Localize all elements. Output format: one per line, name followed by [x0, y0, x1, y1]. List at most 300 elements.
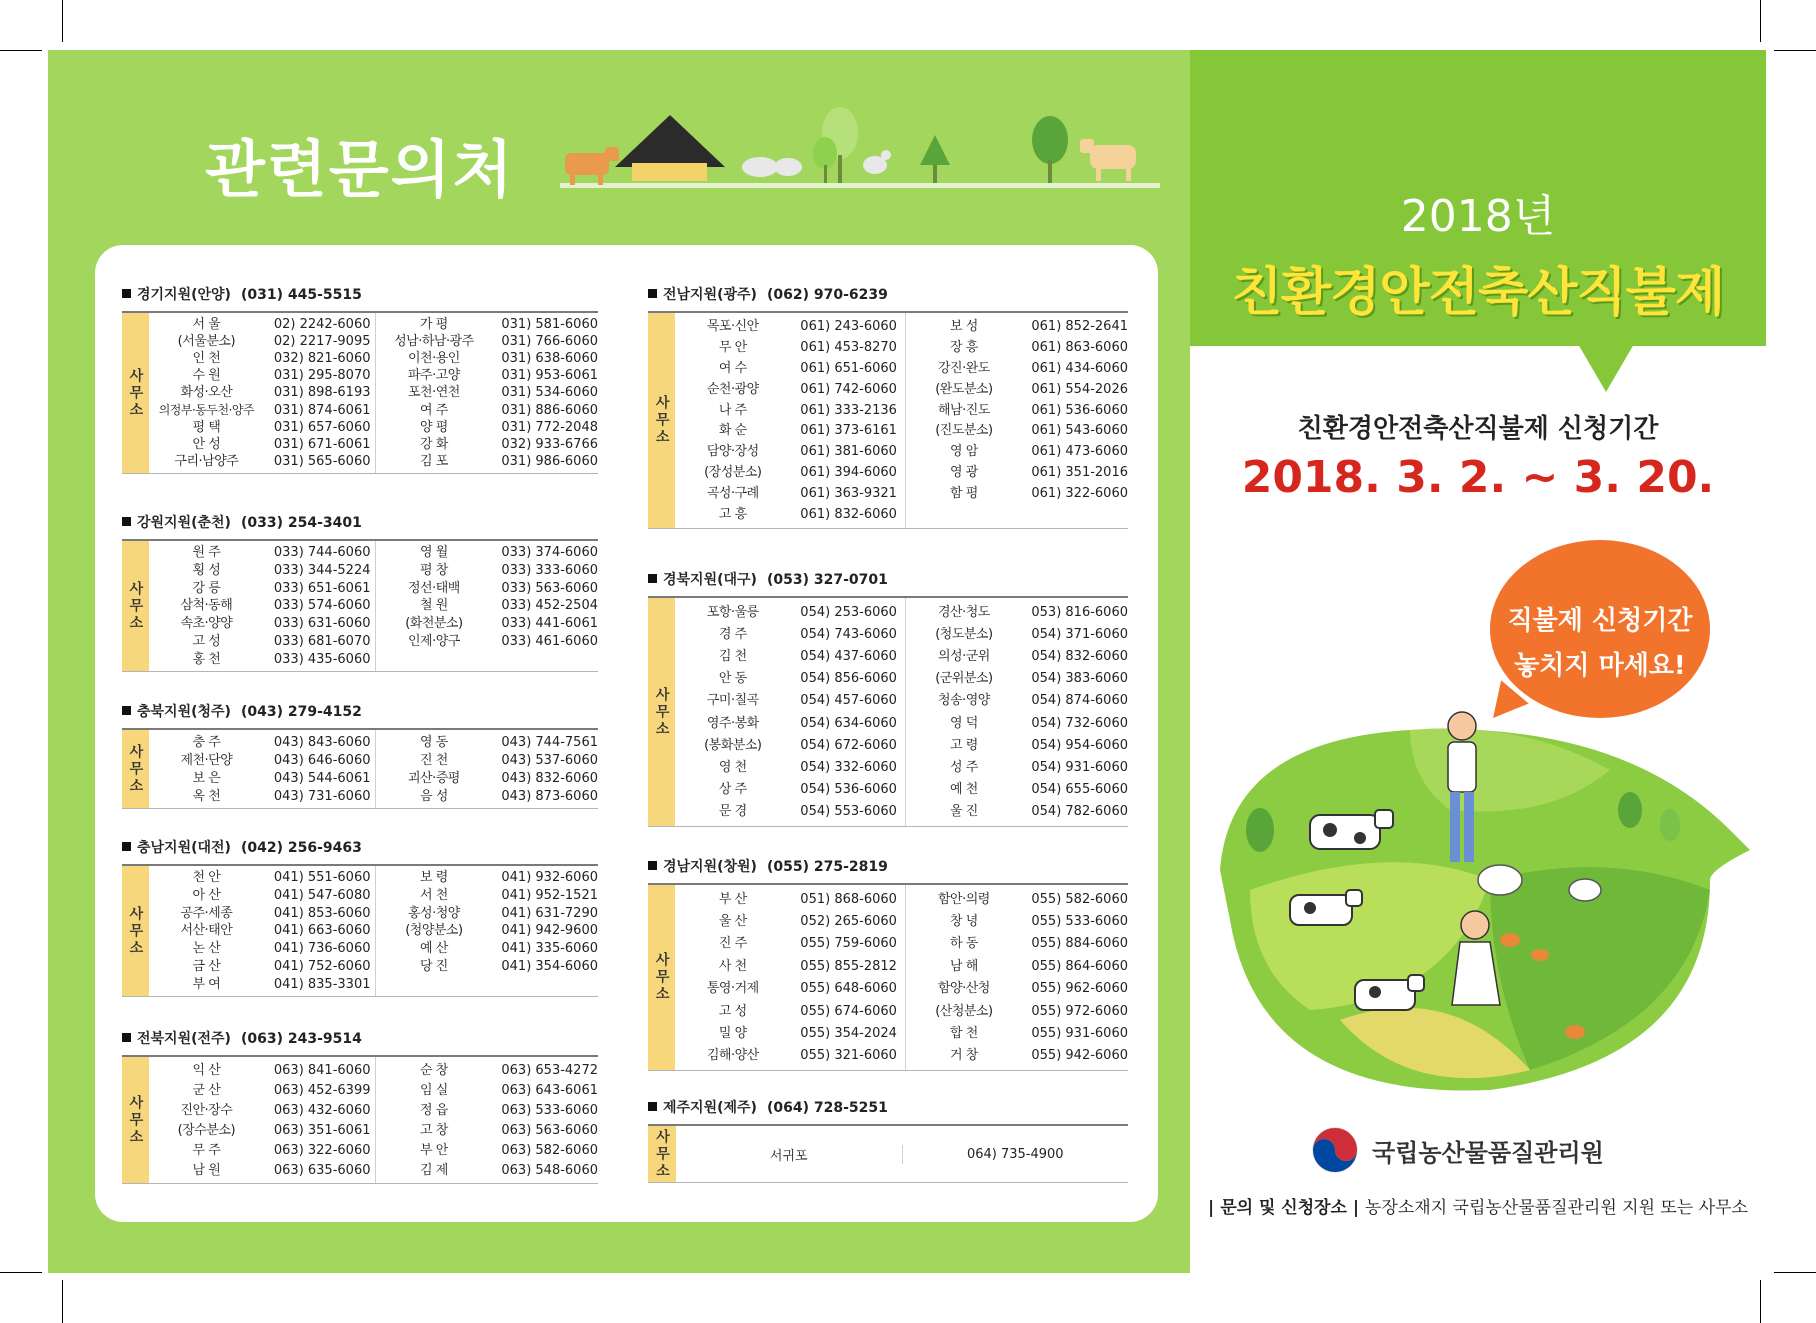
office-row [149, 1082, 376, 1099]
region-gyeonggi [122, 285, 598, 474]
office-row [906, 381, 1128, 398]
office-name: 가 평 [420, 317, 448, 333]
crop-mark [1774, 50, 1816, 51]
office-name: 홍성·청양 [407, 905, 460, 921]
office-row [906, 781, 1128, 798]
office-name: 무 주 [192, 1142, 221, 1158]
office-row [376, 734, 598, 751]
office-phone: 061) 863-6060 [1031, 339, 1128, 355]
office-row [376, 788, 598, 805]
office-phone: 033) 631-6060 [273, 616, 371, 632]
region-jeonbuk [122, 1029, 598, 1184]
region-name: 충북지원(청주) [137, 704, 231, 720]
office-side-label: 사무소 [648, 598, 675, 826]
office-phone: 055) 972-6060 [1031, 1003, 1128, 1019]
office-side-label: 사무소 [648, 1126, 676, 1182]
office-row [149, 651, 376, 668]
office-name: 이천·용인 [407, 351, 460, 367]
office-name: (군위분소) [935, 671, 993, 687]
office-phone: 064) 735-4900 [966, 1146, 1064, 1162]
office-row [149, 922, 376, 939]
office-phone: 031) 295-8070 [273, 368, 371, 384]
office-phone: 055) 354-2024 [800, 1025, 897, 1041]
office-phone: 054) 634-6060 [800, 715, 897, 731]
office-row [906, 715, 1128, 732]
office-name: 진안·장수 [180, 1102, 233, 1118]
office-name: 나 주 [718, 402, 747, 418]
office-name: (서울분소) [177, 334, 236, 350]
office-row [675, 339, 905, 356]
office-row [906, 443, 1128, 460]
office-phone: 043) 646-6060 [273, 752, 371, 768]
office-row [149, 402, 376, 419]
office-row [376, 1062, 598, 1079]
office-name: 서귀포 [676, 1145, 903, 1164]
office-row [675, 402, 905, 419]
office-phone: 055) 759-6060 [800, 936, 897, 952]
office-row [675, 803, 905, 820]
office-name: 영 천 [718, 759, 747, 775]
office-phone: 063) 563-6060 [501, 1122, 598, 1138]
office-phone: 061) 852-2641 [1031, 318, 1128, 334]
office-row [376, 402, 598, 419]
office-column [376, 866, 598, 996]
office-row [675, 648, 905, 665]
office-name: 울 진 [950, 804, 978, 820]
office-row [376, 633, 598, 650]
office-column [149, 866, 377, 996]
office-phone: 033) 374-6060 [501, 545, 598, 561]
office-name: 포항·울릉 [706, 604, 759, 620]
office-row [149, 905, 376, 922]
office-row [675, 715, 905, 732]
office-phone: 051) 868-6060 [800, 891, 897, 907]
office-row [376, 350, 598, 367]
office-name: 제천·단양 [180, 752, 233, 768]
region-phone: (062) 970-6239 [766, 287, 888, 303]
office-phone: 054) 553-6060 [800, 804, 897, 820]
office-phone: 054) 782-6060 [1031, 804, 1128, 820]
office-name: 인 천 [192, 351, 221, 367]
office-name: 서 천 [420, 888, 448, 904]
office-name: 통영·거제 [706, 981, 759, 997]
office-name: 음 성 [420, 788, 448, 804]
contact-info: | 문의 및 신청장소 | 농장소재지 국립농산물품질관리원 지원 또는 사무소 [1208, 1198, 1748, 1218]
office-row [149, 887, 376, 904]
office-name: 삼척·동해 [180, 598, 233, 614]
office-name: (장수분소) [177, 1122, 236, 1138]
office-row [376, 1102, 598, 1119]
office-phone: 041) 853-6060 [273, 905, 371, 921]
region-name: 전남지원(광주) [663, 287, 757, 303]
office-name: 합 천 [950, 1025, 978, 1041]
office-phone: 043) 744-7561 [501, 734, 598, 750]
reminder-line-1: 직불제 신청기간 [1507, 606, 1693, 636]
office-name: 양 평 [420, 419, 448, 435]
office-phone: 031) 534-6060 [501, 385, 598, 401]
office-side-label: 사무소 [122, 541, 149, 671]
office-phone: 055) 942-6060 [1031, 1048, 1128, 1064]
office-name: 옥 천 [192, 788, 221, 804]
office-name: 장 흥 [950, 339, 978, 355]
office-row [376, 958, 598, 975]
office-row [906, 402, 1128, 419]
office-column [906, 598, 1128, 826]
office-name: 괴산·증평 [407, 770, 460, 786]
office-row [675, 1025, 905, 1042]
office-phone: 054) 371-6060 [1031, 626, 1128, 642]
office-phone: 041) 551-6060 [273, 870, 371, 886]
office-phone: 055) 962-6060 [1031, 981, 1128, 997]
office-row [675, 935, 905, 952]
office-phone: 055) 864-6060 [1031, 958, 1128, 974]
region-header [122, 285, 598, 305]
office-name: 경산·청도 [937, 604, 990, 620]
office-row [675, 1047, 905, 1064]
office-phone: 031) 986-6060 [501, 453, 598, 469]
office-row [906, 692, 1128, 709]
office-name: 구리·남양주 [174, 453, 239, 469]
program-title: 친환경안전축산직불제 [1231, 263, 1725, 323]
office-phone: 043) 544-6061 [273, 770, 371, 786]
office-name: 익 산 [192, 1062, 221, 1078]
office-row [906, 648, 1128, 665]
office-name: 거 창 [950, 1048, 978, 1064]
office-phone: 041) 752-6060 [273, 958, 371, 974]
office-phone: 02) 2217-9095 [273, 334, 371, 350]
region-header [122, 1029, 598, 1049]
office-name: 고 흥 [718, 506, 747, 522]
office-phone: 043) 731-6060 [273, 788, 371, 804]
office-row [149, 752, 376, 769]
office-name: 수 원 [192, 368, 221, 384]
office-table [122, 1055, 598, 1184]
office-phone: 063) 432-6060 [273, 1102, 371, 1118]
office-row [675, 759, 905, 776]
office-column [149, 313, 377, 473]
region-name: 강원지원(춘천) [137, 515, 231, 531]
farm-illustration [560, 105, 1160, 200]
office-row [676, 1126, 1128, 1182]
period-dates: 2018. 3. 2. ~ 3. 20. [1241, 452, 1715, 503]
office-name: 성남·하남·광주 [394, 334, 474, 350]
contact-label: 문의 및 신청장소 [1220, 1198, 1347, 1218]
office-name: 금 산 [192, 958, 221, 974]
office-name: 파주·고양 [407, 368, 460, 384]
office-name: 보 령 [420, 870, 448, 886]
office-row [376, 1082, 598, 1099]
office-phone: 054) 954-6060 [1031, 737, 1128, 753]
office-column [675, 313, 906, 528]
office-side-label: 사무소 [122, 730, 149, 808]
office-name: 포천·연천 [407, 385, 460, 401]
office-side-label: 사무소 [122, 313, 149, 473]
taegeuk-logo-icon [1310, 1125, 1360, 1175]
office-row [376, 1122, 598, 1139]
office-phone: 033) 441-6061 [501, 616, 598, 632]
office-column [149, 1057, 377, 1183]
office-row [149, 562, 376, 579]
crop-mark [62, 0, 63, 42]
office-row [376, 1162, 598, 1179]
banner-pointer [1578, 344, 1634, 392]
office-row [675, 485, 905, 502]
office-name: 안 동 [718, 671, 747, 687]
office-name: 김 제 [420, 1162, 448, 1178]
office-row [149, 544, 376, 561]
region-header [648, 1098, 1128, 1118]
office-phone: 054) 832-6060 [1031, 648, 1128, 664]
office-column [376, 541, 598, 671]
pig-icon [742, 157, 802, 177]
region-phone: (064) 728-5251 [766, 1100, 888, 1116]
office-name: 강 화 [420, 436, 448, 452]
office-row [906, 891, 1128, 908]
office-phone: 031) 638-6060 [501, 351, 598, 367]
office-column [376, 730, 598, 808]
office-row [376, 453, 598, 470]
office-table [122, 539, 598, 672]
crop-mark [1760, 0, 1761, 42]
office-row [376, 597, 598, 614]
office-side-label: 사무소 [122, 866, 149, 996]
office-name: 함 평 [950, 486, 978, 502]
organization-name: 국립농산물품질관리원 [1372, 1138, 1604, 1167]
office-table [648, 311, 1128, 529]
office-name: (장성분소) [704, 465, 762, 481]
region-gangwon [122, 513, 598, 672]
office-row [149, 1142, 376, 1159]
office-phone: 054) 672-6060 [800, 737, 897, 753]
office-phone: 052) 265-6060 [800, 914, 897, 930]
office-row [149, 1062, 376, 1079]
cow-icon [565, 147, 619, 185]
crop-mark [0, 1272, 42, 1273]
office-row [149, 788, 376, 805]
office-name: 천 안 [192, 870, 221, 886]
office-name: 평 창 [420, 563, 448, 579]
office-name: 서 울 [192, 317, 221, 333]
office-name: 철 원 [420, 598, 448, 614]
office-column [675, 598, 906, 826]
office-name: 김해·양산 [706, 1048, 759, 1064]
office-name: 고 창 [420, 1122, 448, 1138]
office-row [376, 869, 598, 886]
office-phone: 055) 884-6060 [1031, 936, 1128, 952]
office-name: (산청분소) [935, 1003, 993, 1019]
office-row [149, 958, 376, 975]
office-name: 서산·태안 [180, 923, 233, 939]
office-name: 남 원 [192, 1162, 221, 1178]
office-name: 상 주 [718, 782, 747, 798]
office-row [906, 1025, 1128, 1042]
office-name: 여 수 [718, 360, 747, 376]
region-phone: (043) 279-4152 [240, 704, 362, 720]
office-phone: 033) 435-6060 [273, 651, 371, 667]
office-row [149, 580, 376, 597]
office-name: 목포·신안 [706, 318, 759, 334]
office-side-label: 사무소 [648, 885, 675, 1070]
region-phone: (042) 256-9463 [240, 840, 362, 856]
region-phone: (063) 243-9514 [240, 1031, 362, 1047]
crop-mark [1760, 1280, 1761, 1323]
office-name: 부 산 [718, 891, 747, 907]
office-phone: 054) 457-6060 [800, 693, 897, 709]
office-phone: 061) 536-6060 [1031, 402, 1128, 418]
crop-mark [62, 1280, 63, 1323]
office-row [376, 580, 598, 597]
office-row [675, 670, 905, 687]
office-name: 구미·칠곡 [706, 693, 759, 709]
office-table [122, 728, 598, 809]
office-phone: 063) 841-6060 [273, 1062, 371, 1078]
office-name: 성 주 [950, 759, 978, 775]
office-phone: 031) 772-2048 [501, 419, 598, 435]
office-name: 당 진 [420, 958, 448, 974]
office-row [906, 604, 1128, 621]
region-header [648, 857, 1128, 877]
region-header [122, 838, 598, 858]
region-gyeongbuk [648, 570, 1128, 827]
office-phone: 031) 898-6193 [273, 385, 371, 401]
office-row [376, 922, 598, 939]
office-row [675, 360, 905, 377]
office-phone: 032) 933-6766 [501, 436, 598, 452]
office-phone: 055) 931-6060 [1031, 1025, 1128, 1041]
region-chungbuk [122, 702, 598, 809]
office-phone: 053) 816-6060 [1031, 604, 1128, 620]
office-phone: 031) 671-6061 [273, 436, 371, 452]
office-phone: 032) 821-6060 [273, 351, 371, 367]
office-phone: 041) 335-6060 [501, 941, 598, 957]
region-name: 경기지원(안양) [137, 287, 231, 303]
office-row [906, 1003, 1128, 1020]
region-phone: (053) 327-0701 [766, 572, 888, 588]
office-row [675, 913, 905, 930]
office-name: 속초·양양 [180, 616, 233, 632]
office-phone: 061) 351-2016 [1031, 465, 1128, 481]
office-phone: 063) 653-4272 [501, 1062, 598, 1078]
office-phone: 054) 743-6060 [800, 626, 897, 642]
office-phone: 063) 582-6060 [501, 1142, 598, 1158]
office-row [675, 1003, 905, 1020]
office-row [675, 781, 905, 798]
office-phone: 055) 855-2812 [800, 958, 897, 974]
office-phone: 061) 434-6060 [1031, 360, 1128, 376]
office-phone: 061) 394-6060 [800, 465, 897, 481]
office-name: 아 산 [192, 888, 221, 904]
office-name: 부 안 [420, 1142, 448, 1158]
office-phone: 061) 333-2136 [800, 402, 897, 418]
office-row [149, 453, 376, 470]
office-phone: 061) 651-6060 [800, 360, 897, 376]
office-phone: 043) 537-6060 [501, 752, 598, 768]
office-row [906, 422, 1128, 439]
office-row [906, 1047, 1128, 1064]
office-row [376, 905, 598, 922]
office-row [149, 770, 376, 787]
office-row [376, 367, 598, 384]
period-label: 친환경안전축산직불제 신청기간 [1297, 414, 1659, 444]
office-phone: 054) 536-6060 [800, 782, 897, 798]
region-chungnam [122, 838, 598, 997]
office-name: 영 동 [420, 734, 448, 750]
office-name: 고 성 [192, 633, 221, 649]
office-name: 안 성 [192, 436, 221, 452]
office-name: 논 산 [192, 941, 221, 957]
office-phone: 061) 473-6060 [1031, 444, 1128, 460]
office-phone: 055) 674-6060 [800, 1003, 897, 1019]
office-name: 강진·완도 [937, 360, 990, 376]
office-phone: 033) 681-6070 [273, 633, 371, 649]
office-row [675, 464, 905, 481]
office-phone: 031) 657-6060 [273, 419, 371, 435]
office-row [376, 940, 598, 957]
office-row [675, 381, 905, 398]
office-name: 창 녕 [950, 914, 978, 930]
office-name: 원 주 [192, 545, 221, 561]
office-name: 영 덕 [950, 715, 978, 731]
office-phone: 033) 452-2504 [501, 598, 598, 614]
office-row [149, 1122, 376, 1139]
cow-icon [1290, 890, 1362, 925]
office-name: 영 암 [950, 444, 978, 460]
office-name: 영 광 [950, 465, 978, 481]
office-phone: 033) 333-6060 [501, 563, 598, 579]
office-name: 순천·광양 [706, 381, 759, 397]
office-name: 홍 천 [192, 651, 221, 667]
crop-mark [1774, 1272, 1816, 1273]
region-header [122, 702, 598, 722]
office-row [906, 670, 1128, 687]
office-phone: 033) 344-5224 [273, 563, 371, 579]
office-name: 충 주 [192, 734, 221, 750]
office-phone: 054) 332-6060 [800, 759, 897, 775]
region-name: 경남지원(창원) [663, 859, 757, 875]
office-phone: 061) 322-6060 [1031, 486, 1128, 502]
office-name: 함양·산청 [937, 981, 990, 997]
office-phone: 041) 932-6060 [501, 870, 598, 886]
crop-mark [0, 50, 42, 51]
office-row [149, 333, 376, 350]
office-phone: 063) 548-6060 [501, 1162, 598, 1178]
office-name: 울 산 [718, 914, 747, 930]
office-row [675, 737, 905, 754]
office-name: 무 안 [718, 339, 747, 355]
office-name: 정선·태백 [407, 580, 460, 596]
office-phone: 061) 543-6060 [1031, 423, 1128, 439]
region-jeju [648, 1098, 1128, 1183]
office-phone: 033) 574-6060 [273, 598, 371, 614]
office-row [376, 1142, 598, 1159]
office-row [906, 935, 1128, 952]
office-row [906, 464, 1128, 481]
office-row [376, 384, 598, 401]
office-row [906, 980, 1128, 997]
office-name: (청양분소) [405, 923, 463, 939]
office-column [906, 885, 1128, 1070]
office-column [906, 313, 1128, 528]
office-column [675, 885, 906, 1070]
office-row [149, 350, 376, 367]
office-phone: 055) 582-6060 [1031, 891, 1128, 907]
office-name: 부 여 [192, 976, 221, 992]
office-phone: 061) 381-6060 [800, 444, 897, 460]
office-row [675, 692, 905, 709]
office-side-label: 사무소 [122, 1057, 149, 1183]
office-row [149, 734, 376, 751]
office-row [906, 318, 1128, 335]
